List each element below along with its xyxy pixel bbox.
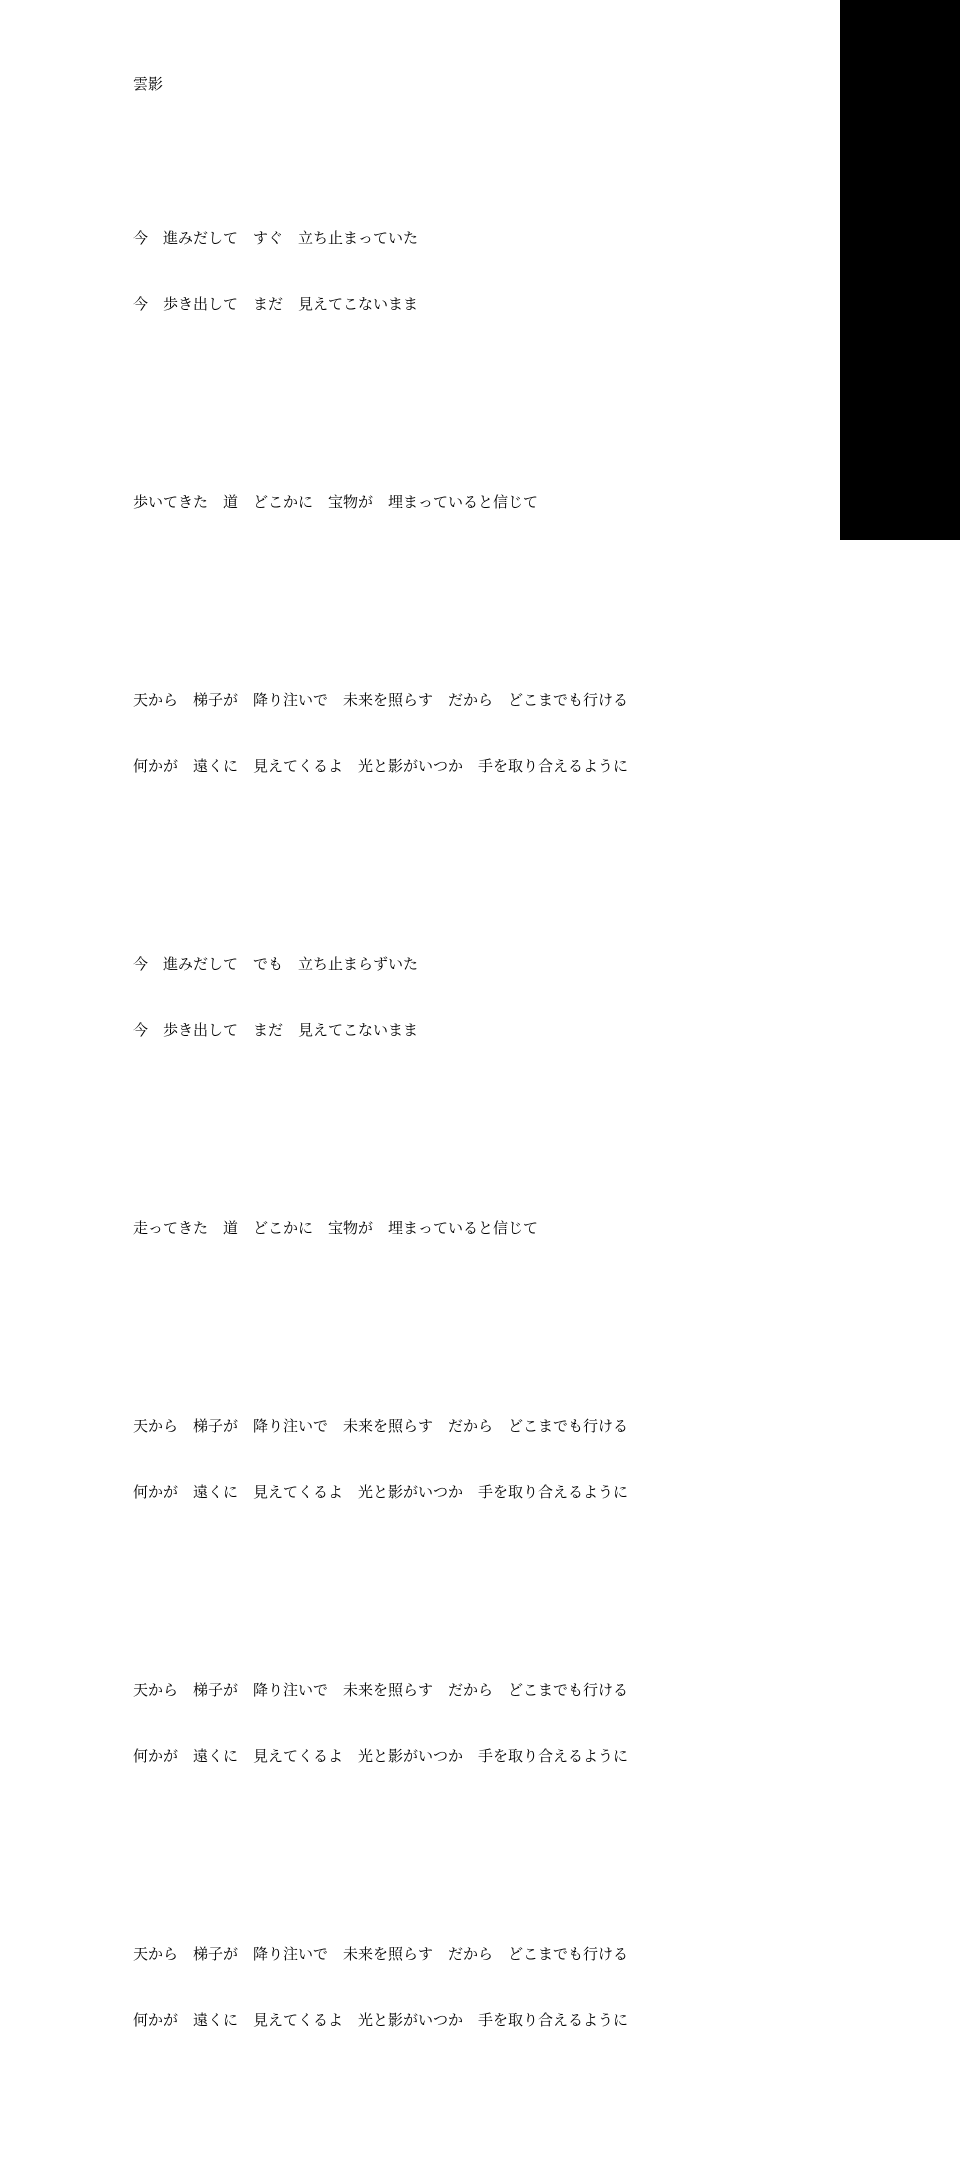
stanza-bridge-1	[133, 448, 628, 558]
lyric-line: 今 歩き出して まだ 見えてこないまま	[133, 296, 419, 313]
stanza-chorus-2	[133, 1372, 628, 1548]
lyric-line: 今 進みだして すぐ 立ち止まっていた	[133, 230, 419, 247]
lyric-line: 天から 梯子が 降り注いで 未来を照らす だから どこまでも行ける	[133, 692, 629, 709]
stanza-chorus-1	[133, 646, 628, 822]
lyric-line: 何かが 遠くに 見えてくるよ 光と影がいつか 手を取り合えるように	[133, 1748, 629, 1765]
lyric-line: 天から 梯子が 降り注いで 未来を照らす だから どこまでも行ける	[133, 1682, 629, 1699]
lyric-line: 今 歩き出して まだ 見えてこないまま	[133, 1022, 419, 1039]
stanza-chorus-3	[133, 1636, 628, 1812]
stanza-verse-2	[133, 910, 628, 1086]
lyric-line: 天から 梯子が 降り注いで 未来を照らす だから どこまでも行ける	[133, 1418, 629, 1435]
lyric-line: 何かが 遠くに 見えてくるよ 光と影がいつか 手を取り合えるように	[133, 758, 629, 775]
page-title: 雲影	[133, 76, 164, 93]
lyric-line: 今 進みだして でも 立ち止まらずいた	[133, 956, 419, 973]
stanza-bridge-2	[133, 1174, 628, 1284]
lyric-line: 走ってきた 道 どこかに 宝物が 埋まっていると信じて	[133, 1220, 539, 1237]
lyrics-body	[133, 8, 628, 2164]
screen-edge-black-bar	[840, 0, 960, 540]
lyric-line: 歩いてきた 道 どこかに 宝物が 埋まっていると信じて	[133, 494, 539, 511]
lyric-line: 天から 梯子が 降り注いで 未来を照らす だから どこまでも行ける	[133, 1946, 629, 1963]
stanza-chorus-4	[133, 1900, 628, 2076]
lyric-line: 何かが 遠くに 見えてくるよ 光と影がいつか 手を取り合えるように	[133, 2012, 629, 2029]
lyric-line: 何かが 遠くに 見えてくるよ 光と影がいつか 手を取り合えるように	[133, 1484, 629, 1501]
stanza-verse-1	[133, 184, 628, 360]
